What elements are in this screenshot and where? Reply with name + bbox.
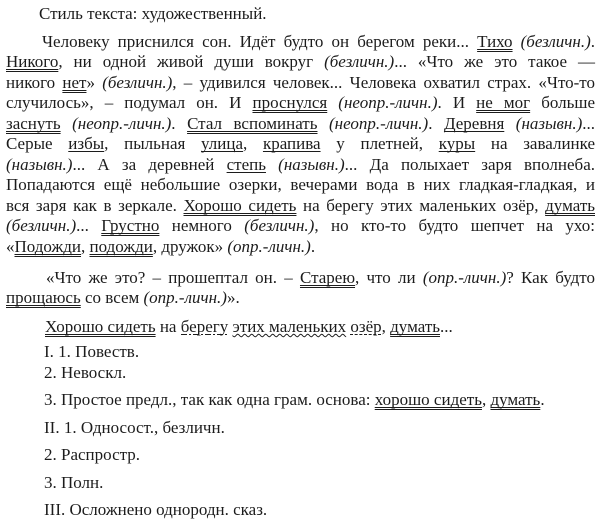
sentence-type-label: (безличн.) (512, 31, 591, 51)
sentence-type-label: (назывн.) (504, 113, 583, 133)
plain-text: III. Осложнено однородн. сказ. (44, 500, 268, 520)
paragraph-line (6, 268, 595, 289)
sentence-type-label: (безличн.) (324, 52, 395, 72)
plain-text: , – удивился человек... Человека охватил страх. «Что-то (172, 72, 596, 92)
plain-text: , (243, 134, 263, 154)
plain-text: , (481, 390, 491, 410)
plain-text: , что ли (355, 267, 423, 287)
paragraph-line (6, 288, 595, 309)
plain-text: у плетней, (320, 134, 439, 154)
subject-underline: куры (438, 134, 476, 154)
plain-text: на берегу этих маленьких озёр, (296, 195, 546, 215)
plain-text: немного (159, 216, 245, 236)
plain-text: , (81, 236, 90, 256)
predicate-underline: Старею (299, 267, 356, 287)
plain-text: , ни одной живой души вокруг (58, 52, 325, 72)
plain-text: на завалинке (475, 134, 596, 154)
plain-text: . И (437, 93, 477, 113)
predicate-underline: Хорошо сидеть (45, 316, 156, 336)
sentence-type-label: (назывн.) (6, 154, 73, 174)
sentence-type-label: (назывн.) (265, 154, 345, 174)
plain-text: ... «Что же это такое — (394, 52, 595, 72)
subject-underline: улица (201, 134, 243, 154)
predicate-underline: Никого (6, 52, 59, 72)
predicate-underline: прощаюсь (6, 288, 81, 308)
sentence-type-label: (неопр.-личн.) (327, 93, 438, 113)
plain-text: 3. Простое предл., так как одна грам. основа: (44, 390, 375, 410)
plain-text: вся заря как в зеркале. (6, 195, 184, 215)
predicate-underline: заснуть (6, 113, 61, 133)
plain-text: , но кто-то будто шепчет на ухо: (314, 216, 595, 236)
subject-underline: избы (68, 134, 105, 154)
paragraph-line (6, 155, 595, 176)
predicate-underline: Тихо (477, 31, 513, 51)
plain-text: ... (76, 216, 102, 236)
plain-text: . (171, 113, 188, 133)
predicate-underline: думать (390, 316, 441, 336)
plain-text: на (155, 316, 181, 336)
plain-text: « (6, 236, 15, 256)
plain-text: , дружок» (152, 236, 228, 256)
plain-text: Человеку приснился сон. Идёт будто он берегом реки... (42, 31, 478, 51)
sentence-type-label: (безличн.) (244, 216, 315, 236)
paragraph-whisper (6, 268, 595, 309)
plain-text: 2. Невоскл. (44, 362, 127, 382)
analysis-item (44, 390, 600, 411)
predicate-underline: Хорошо сидеть (183, 195, 297, 215)
plain-text: 2. Распростр. (44, 445, 140, 465)
predicate-underline: нет (62, 72, 87, 92)
predicate-underline: не мог (476, 93, 531, 113)
plain-text: больше (530, 93, 595, 113)
predicate-underline: Грустно (101, 216, 160, 236)
analysis-item (44, 500, 600, 521)
plain-text: » (86, 72, 103, 92)
paragraph-dream-story (6, 32, 595, 258)
sentence-type-label: (опр.-личн.) (143, 288, 227, 308)
predicate-underline: подожди (89, 236, 153, 256)
paragraph-line (6, 32, 595, 53)
sentence-type-label: (неопр.-личн.) (60, 113, 172, 133)
paragraph-line (6, 196, 595, 217)
analysis-item (44, 473, 600, 494)
plain-text: «Что же это? – прошептал он. – (46, 267, 300, 287)
plain-text: I. 1. Повеств. (44, 341, 140, 361)
predicate-underline: думать (545, 195, 595, 215)
plain-text: ... (582, 113, 596, 133)
paragraph-line (6, 114, 595, 135)
plain-text: . (428, 113, 444, 133)
plain-text: . (540, 390, 545, 410)
plain-text: ... (440, 316, 453, 336)
sentence-type-label: (безличн.) (102, 72, 173, 92)
subject-underline: крапива (262, 134, 321, 154)
plain-text: ? Как будто (506, 267, 595, 287)
predicate-underline: думать (490, 390, 541, 410)
plain-text: никого (6, 72, 63, 92)
paragraph-line (6, 237, 595, 258)
analyzed-sentence (0, 317, 600, 338)
paragraph-line (6, 216, 595, 237)
sentence-type-label: (безличн.) (6, 216, 77, 236)
plain-text: , пыльная (104, 134, 202, 154)
sentence-type-label: (опр.-личн.) (227, 236, 311, 256)
plain-text: . (310, 236, 316, 256)
plain-text: случилось», – подумал он. И (6, 93, 253, 113)
analysis-item (44, 363, 600, 384)
text-style-heading: Стиль текста: художественный. (39, 4, 267, 23)
predicate-underline: Подожди (14, 236, 82, 256)
predicate-underline: проснулся (252, 93, 328, 113)
plain-text: , (381, 316, 391, 336)
plain-text: 3. Полн. (44, 472, 104, 492)
paragraph-line (6, 93, 595, 114)
plain-text: ... А за деревней (72, 154, 227, 174)
paragraph-line (6, 134, 595, 155)
sentence-type-label: (неопр.-личн.) (317, 113, 429, 133)
syntax-analysis-list (0, 342, 600, 521)
predicate-underline: Стал вспоминать (187, 113, 318, 133)
definition-underline: этих маленьких (232, 316, 347, 336)
analysis-item (44, 342, 600, 363)
plain-text: Попадаются ещё небольшие озерки, вечерами вода в них гладкая-гладкая, и (6, 175, 595, 195)
plain-text: Серые (6, 134, 69, 154)
plain-text: . (590, 31, 596, 51)
paragraph-line (6, 73, 595, 94)
predicate-underline: хорошо сидеть (374, 390, 482, 410)
analysis-item (44, 418, 600, 439)
sentence-type-label: (опр.-личн.) (422, 267, 507, 287)
plain-text: ». (226, 288, 240, 308)
paragraph-line (6, 52, 595, 73)
plain-text: II. 1. Односост., безличн. (44, 417, 225, 437)
subject-underline: степь (226, 154, 266, 174)
subject-underline: Деревня (443, 113, 505, 133)
plain-text: ... Да полыхает заря вполнеба. (344, 154, 595, 174)
analysis-item (44, 445, 600, 466)
paragraph-line (6, 175, 595, 196)
object-underline: озёр (350, 316, 382, 336)
adverbial-underline: берегу (180, 316, 229, 336)
plain-text: со всем (80, 288, 144, 308)
